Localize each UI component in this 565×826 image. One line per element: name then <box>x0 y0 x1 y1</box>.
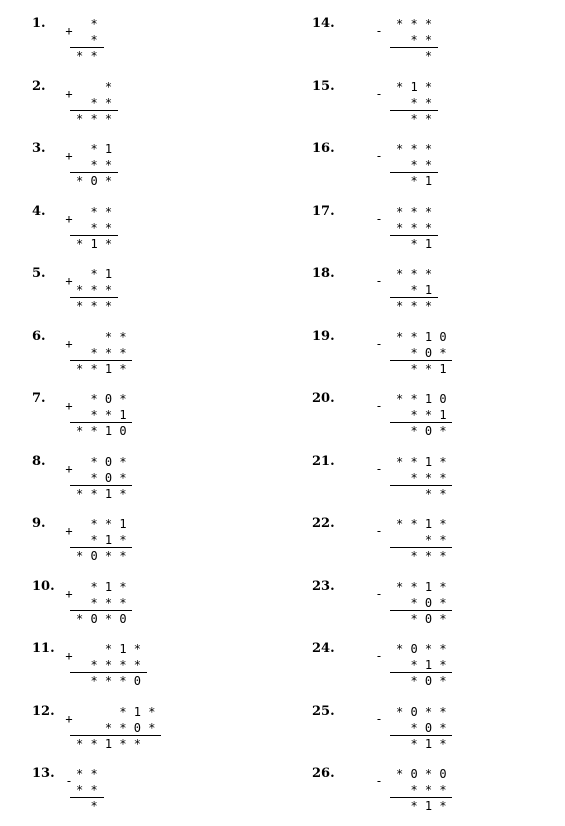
operand-row: * 0 * * <box>396 642 447 656</box>
sum-rule <box>390 360 452 361</box>
plus-sign: + <box>65 149 73 163</box>
operand-row: * 1 * <box>76 704 156 719</box>
sum-rule <box>70 235 118 236</box>
operand-row: * * <box>396 95 433 110</box>
problem-number: 9. <box>32 516 46 531</box>
operand-row: * * * <box>396 220 433 235</box>
problem-14 <box>312 16 512 76</box>
sum-rule <box>390 735 452 736</box>
operand-row: * 0 * <box>396 345 447 360</box>
problem-number: 23. <box>312 578 335 594</box>
sum-rule <box>70 110 118 111</box>
result-row: * 1 * <box>396 799 447 813</box>
minus-sign: - <box>65 774 73 788</box>
result-row: * 1 <box>396 174 433 188</box>
sum-rule <box>70 485 132 486</box>
result-row: * * 1 * <box>76 486 127 501</box>
sum-rule <box>390 172 438 173</box>
operand-row: * * * <box>396 267 433 281</box>
operand-row: * * 1 * <box>396 517 447 531</box>
problem-1 <box>32 16 232 76</box>
sum-rule <box>70 172 118 173</box>
problem-number: 13. <box>32 766 55 781</box>
result-row: * * * 0 <box>76 674 142 688</box>
operand-row: * * 0 * <box>76 720 156 735</box>
sum-rule <box>390 547 452 548</box>
result-row: * * * <box>76 299 113 313</box>
operand-row: * * * <box>76 345 127 360</box>
operand-row: * 1 <box>396 283 433 297</box>
result-row: * <box>76 799 98 813</box>
sum-rule <box>70 610 132 611</box>
problem-20 <box>312 391 512 451</box>
sum-rule <box>390 110 438 111</box>
problem-10 <box>32 579 232 639</box>
sum-rule <box>390 297 438 298</box>
result-row: * * <box>396 111 433 126</box>
operand-row: * 1 * <box>76 579 127 594</box>
result-row: * * 1 * * <box>76 736 142 751</box>
plus-sign: + <box>65 586 73 601</box>
result-row: * 1 * <box>76 236 113 251</box>
plus-sign: + <box>65 524 73 538</box>
problem-21 <box>312 454 512 514</box>
problem-16 <box>312 141 512 201</box>
operand-row: * * <box>76 329 127 344</box>
problem-number: 17. <box>312 203 335 219</box>
operand-row: * * 1 <box>396 408 447 422</box>
problem-number: 8. <box>32 453 46 469</box>
sum-rule <box>70 47 104 48</box>
sum-rule <box>390 610 452 611</box>
problem-number: 20. <box>312 391 335 406</box>
operand-row: * 0 * <box>76 392 127 406</box>
operand-row: * 1 * <box>396 79 433 94</box>
operand-row: * * <box>76 204 113 219</box>
minus-sign: - <box>375 211 383 226</box>
problem-number: 12. <box>32 703 55 719</box>
problem-number: 16. <box>312 141 335 156</box>
plus-sign: + <box>65 24 73 38</box>
minus-sign: - <box>375 524 383 538</box>
minus-sign: - <box>375 86 383 101</box>
sum-rule <box>390 672 452 673</box>
problem-8 <box>32 454 232 514</box>
problem-number: 2. <box>32 78 46 94</box>
problem-number: 7. <box>32 391 46 406</box>
problem-25 <box>312 704 512 764</box>
operand-row: * * <box>396 158 433 172</box>
problem-26 <box>312 766 512 826</box>
problem-number: 26. <box>312 766 335 781</box>
operand-row: * 1 <box>76 142 113 156</box>
operand-row: * <box>76 17 98 31</box>
operand-row: * * <box>76 95 113 110</box>
operand-row: * * * <box>76 595 127 610</box>
plus-sign: + <box>65 336 73 351</box>
problem-3 <box>32 141 232 201</box>
operand-row: * * 1 0 <box>396 392 447 406</box>
problem-number: 19. <box>312 328 335 344</box>
problem-number: 11. <box>32 641 55 656</box>
sum-rule <box>390 485 452 486</box>
problem-number: 18. <box>312 266 335 281</box>
problem-number: 10. <box>32 578 55 594</box>
result-row: * 0 * <box>396 611 447 626</box>
operand-row: * * 1 * <box>396 579 447 594</box>
problem-5 <box>32 266 232 326</box>
plus-sign: + <box>65 461 73 476</box>
minus-sign: - <box>375 24 383 38</box>
operand-row: * * * <box>76 283 113 297</box>
sum-rule <box>390 422 452 423</box>
minus-sign: - <box>375 711 383 726</box>
problem-number: 1. <box>32 16 46 31</box>
operand-row: * 0 * <box>396 595 447 610</box>
problem-22 <box>312 516 512 576</box>
sum-rule <box>390 47 438 48</box>
minus-sign: - <box>375 274 383 288</box>
sum-rule <box>70 297 118 298</box>
result-row: * * * <box>396 549 447 563</box>
minus-sign: - <box>375 649 383 663</box>
problem-23 <box>312 579 512 639</box>
result-row: * * 1 * <box>76 361 127 376</box>
sum-rule <box>70 735 161 736</box>
sum-rule <box>70 547 132 548</box>
sum-rule <box>70 422 132 423</box>
plus-sign: + <box>65 399 73 413</box>
problem-19 <box>312 329 512 389</box>
problem-11 <box>32 641 232 701</box>
plus-sign: + <box>65 274 73 288</box>
sum-rule <box>390 235 438 236</box>
operand-row: * * 1 * <box>396 454 447 469</box>
problem-number: 5. <box>32 266 46 281</box>
minus-sign: - <box>375 149 383 163</box>
problem-18 <box>312 266 512 326</box>
operand-row: * 0 * <box>76 454 127 469</box>
problem-number: 14. <box>312 16 335 31</box>
problem-13 <box>32 766 232 826</box>
result-row: * 0 * <box>396 674 447 688</box>
minus-sign: - <box>375 461 383 476</box>
result-row: * <box>396 49 433 63</box>
operand-row: * <box>76 79 113 94</box>
sum-rule <box>70 360 132 361</box>
result-row: * * * <box>76 111 113 126</box>
operand-row: * * * * <box>76 658 142 672</box>
operand-row: * * * <box>396 783 447 797</box>
operand-row: * * * <box>396 470 447 485</box>
operand-row: * 0 * <box>396 720 447 735</box>
result-row: * 0 * <box>76 174 113 188</box>
problem-number: 6. <box>32 328 46 344</box>
operand-row: * * 1 <box>76 408 127 422</box>
operand-row: * * <box>76 220 113 235</box>
operand-row: * 1 <box>76 267 113 281</box>
operand-row: * * <box>396 533 447 547</box>
operand-row: * 0 * 0 <box>396 767 447 781</box>
plus-sign: + <box>65 211 73 226</box>
problem-4 <box>32 204 232 264</box>
operand-row: * * * <box>396 142 433 156</box>
operand-row: * * <box>396 33 433 47</box>
problem-15 <box>312 79 512 139</box>
operand-row: * * <box>76 767 98 781</box>
operand-row: * * 1 <box>76 517 127 531</box>
result-row: * 0 * * <box>76 549 127 563</box>
minus-sign: - <box>375 399 383 413</box>
result-row: * 1 * <box>396 736 447 751</box>
problem-number: 4. <box>32 203 46 219</box>
operand-row: * 1 * <box>76 533 127 547</box>
operand-row: * * 1 0 <box>396 329 447 344</box>
operand-row: * * * <box>396 17 433 31</box>
operand-row: * * * <box>396 204 433 219</box>
problem-2 <box>32 79 232 139</box>
problem-number: 24. <box>312 641 335 656</box>
operand-row: * 0 * * <box>396 704 447 719</box>
result-row: * * 1 0 <box>76 424 127 438</box>
problem-12 <box>32 704 232 764</box>
result-row: * 0 * <box>396 424 447 438</box>
operand-row: * 1 * <box>76 642 142 656</box>
problem-number: 21. <box>312 453 335 469</box>
sum-rule <box>70 797 104 798</box>
operand-row: * <box>76 33 98 47</box>
operand-row: * * <box>76 158 113 172</box>
problem-number: 22. <box>312 516 335 531</box>
problem-7 <box>32 391 232 451</box>
minus-sign: - <box>375 336 383 351</box>
sum-rule <box>390 797 452 798</box>
plus-sign: + <box>65 86 73 101</box>
result-row: * * <box>396 486 447 501</box>
plus-sign: + <box>65 711 73 726</box>
minus-sign: - <box>375 586 383 601</box>
problem-24 <box>312 641 512 701</box>
problem-9 <box>32 516 232 576</box>
operand-row: * 1 * <box>396 658 447 672</box>
result-row: * 0 * 0 <box>76 611 127 626</box>
problem-number: 25. <box>312 703 335 719</box>
result-row: * 1 <box>396 236 433 251</box>
operand-row: * * <box>76 783 98 797</box>
operand-row: * 0 * <box>76 470 127 485</box>
result-row: * * 1 <box>396 361 447 376</box>
result-row: * * * <box>396 299 433 313</box>
problem-number: 15. <box>312 78 335 94</box>
result-row: * * <box>76 49 98 63</box>
problem-number: 3. <box>32 141 46 156</box>
problem-17 <box>312 204 512 264</box>
minus-sign: - <box>375 774 383 788</box>
sum-rule <box>70 672 147 673</box>
plus-sign: + <box>65 649 73 663</box>
problem-6 <box>32 329 232 389</box>
